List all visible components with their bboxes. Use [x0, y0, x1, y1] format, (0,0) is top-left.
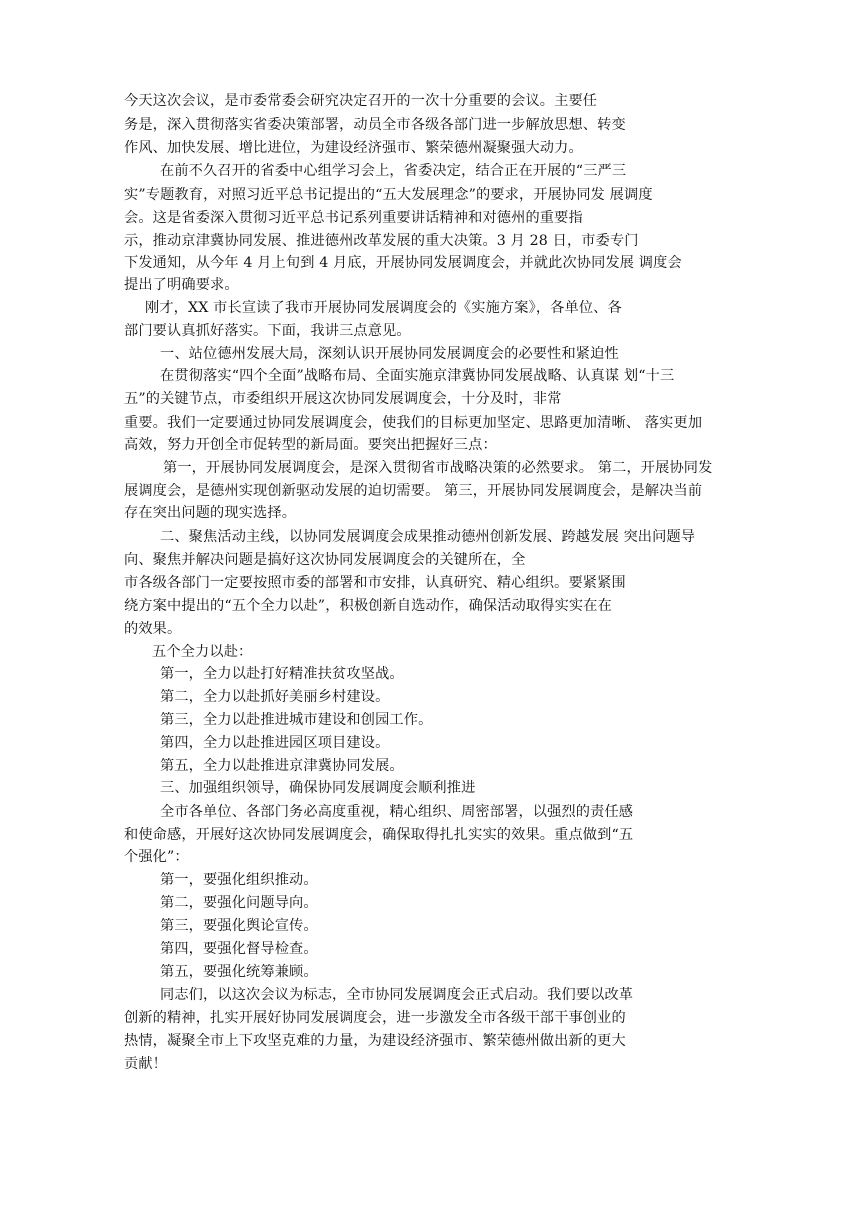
text-line: 今天这次会议，是市委常委会研究决定召开的一次十分重要的会议。主要任 — [124, 93, 598, 109]
list-item: 第一，要强化组织推动。 — [160, 872, 318, 888]
text-line: 实”专题教育，对照习近平总书记提出的“五大发展理念”的要求，开展协同发 展调度 — [124, 187, 653, 203]
text-line: 全市各单位、各部门务必高度重视，精心组织、周密部署，以强烈的责任感 — [160, 804, 634, 820]
text-line: 绕方案中提出的“五个全力以赴”，积极创新自选动作，确保活动取得实实在在 — [124, 598, 612, 614]
text-line: 五”的关键节点，市委组织开展这次协同发展调度会，十分及时，非常 — [124, 391, 562, 407]
text-line: 贡献！ — [124, 1056, 168, 1072]
list-item: 第三，要强化舆论宣传。 — [160, 918, 318, 934]
section-heading: 二、聚焦活动主线，以协同发展调度会成果推动德州创新发展、跨越发展 突出问题导 — [160, 529, 696, 545]
text-line: 同志们，以这次会议为标志，全市协同发展调度会正式启动。我们要以改革 — [160, 987, 634, 1003]
text-line: 的效果。 — [124, 621, 182, 637]
text-line: 部门要认真抓好落实。下面，我讲三点意见。 — [124, 323, 411, 339]
text-line: 热情，凝聚全市上下攻坚克难的力量，为建设经济强市、繁荣德州做出新的更大 — [124, 1033, 626, 1049]
list-item: 第五，要强化统筹兼顾。 — [160, 964, 318, 980]
text-line: 重要。我们一定要通过协同发展调度会，使我们的目标更加坚定、思路更加清晰、 落实更加 — [124, 415, 703, 431]
text-line: 个强化”： — [124, 849, 189, 865]
text-line: 在贯彻落实“四个全面”战略布局、全面实施京津冀协同发展战略、认真谋 划“十三 — [160, 368, 675, 384]
text-line: 存在突出问题的现实选择。 — [124, 505, 297, 521]
text-line: 会。这是省委深入贯彻习近平总书记系列重要讲话精神和对德州的重要指 — [124, 210, 583, 226]
text-line: 示，推动京津冀协同发展、推进德州改革发展的重大决策。3 月 28 日，市委专门 — [124, 233, 639, 249]
list-item: 第四，要强化督导检查。 — [160, 941, 318, 957]
list-title: 五个全力以赴： — [152, 644, 253, 660]
text-line: 作风、加快发展、增比进位，为建设经济强市、繁荣德州凝聚强大动力。 — [124, 140, 583, 156]
list-item: 第二，要强化问题导向。 — [160, 895, 318, 911]
list-item: 第三，全力以赴推进城市建设和创园工作。 — [160, 712, 433, 728]
list-item: 第五，全力以赴推进京津冀协同发展。 — [160, 758, 404, 774]
text-line: 高效，努力开创全市促转型的新局面。要突出把握好三点： — [124, 437, 497, 453]
text-line: 刚才，XX 市长宣读了我市开展协同发展调度会的《实施方案》，各单位、各 — [145, 300, 622, 316]
text-line: 展调度会，是德州实现创新驱动发展的迫切需要。 第三，开展协同发展调度会，是解决当前 — [124, 483, 703, 499]
text-line: 在前不久召开的省委中心组学习会上，省委决定，结合正在开展的“三严三 — [160, 163, 627, 179]
text-line: 务是，深入贯彻落实省委决策部署，动员全市各级各部门进一步解放思想、转变 — [124, 117, 626, 133]
list-item: 第二，全力以赴抓好美丽乡村建设。 — [160, 689, 390, 705]
section-heading: 三、加强组织领导，确保协同发展调度会顺利推进 — [160, 780, 476, 796]
text-line: 下发通知，从今年 4 月上旬到 4 月底，开展协同发展调度会，并就此次协同发展 调度会 — [124, 255, 682, 271]
list-item: 第一，全力以赴打好精准扶贫攻坚战。 — [160, 666, 404, 682]
list-item: 第四，全力以赴推进园区项目建设。 — [160, 735, 390, 751]
section-heading: 一、站位德州发展大局，深刻认识开展协同发展调度会的必要性和紧迫性 — [160, 346, 619, 362]
text-line: 第一，开展协同发展调度会，是深入贯彻省市战略决策的必然要求。 第二，开展协同发 — [163, 460, 713, 476]
text-line: 提出了明确要求。 — [124, 277, 239, 293]
text-line: 创新的精神，扎实开展好协同发展调度会，进一步激发全市各级干部干事创业的 — [124, 1010, 626, 1026]
text-line: 和使命感，开展好这次协同发展调度会，确保取得扎扎实实的效果。重点做到“五 — [124, 827, 634, 843]
text-line: 市各级各部门一定要按照市委的部署和市安排，认真研究、精心组织。要紧紧围 — [124, 575, 626, 591]
text-line: 向、聚焦并解决问题是搞好这次协同发展调度会的关键所在，全 — [124, 552, 526, 568]
